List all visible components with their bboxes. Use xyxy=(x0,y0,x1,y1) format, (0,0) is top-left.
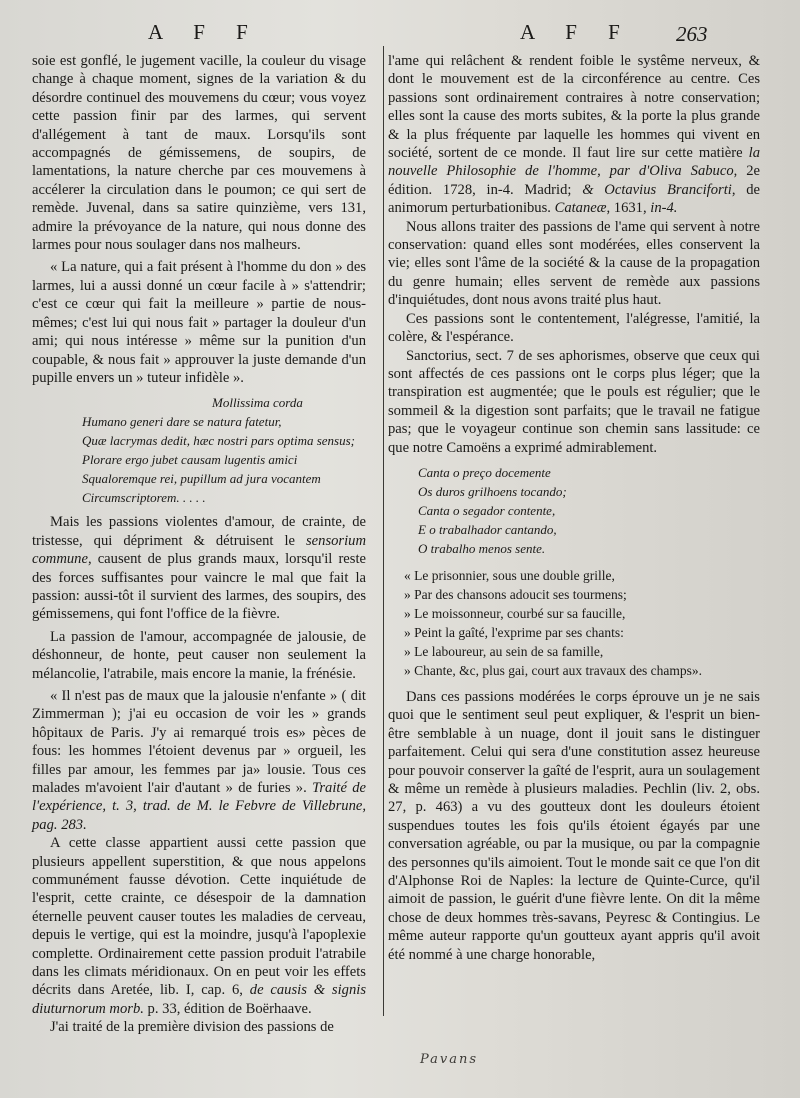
verse-line: Humano generi dare se natura fatetur, xyxy=(82,414,282,430)
paragraph xyxy=(388,52,760,218)
verse-line: Plorare ergo jubet causam lugentis amici xyxy=(82,452,298,468)
italic-text: la nouvelle Philosophie de l'homme, par d'Oliva Sabuco xyxy=(388,145,760,180)
portuguese-verse xyxy=(388,463,760,558)
verse-line: » Le moissonneur, courbé sur sa faucille, xyxy=(404,605,626,621)
paragraph: Nous allons traiter des passions de l'ame qui servent à notre conservation: quand elles sont modérées, elles conservent la vie; elles sont l'âme de la société & la cause de la propagation du genre humain; elles servent de remède aux passions d'inquiétudes, dont nous avons traité plus haut. xyxy=(388,218,760,309)
left-column xyxy=(32,52,366,1037)
right-column xyxy=(388,52,760,964)
paragraph: soie est gonflé, le jugement vacille, la couleur du visage change à chaque moment, signes de la variation & du désordre continuel des mouvemens du cœur; vous voyez cette passion finir par des larmes, qui servent d'allégement à tant de maux. Lorsqu'ils sont accompagnés de gémissemens, de soupirs, de lamentations, la nature cherche par ces mouvemens à accélerer la circulation dans le poumon; ce qui sert de remède. Juvenal, dans sa satire quinzième, vers 131, admire la prévoyance de la nature, qui nous donne des larmes pour nous soulager dans nos malheurs. xyxy=(32,53,366,254)
text-run: , causent de plus grands maux, lorsqu'il reste des forces suffisantes pour vaincre le mal que fait la passion: aussi-tôt il survient des larmes, des soupirs, des gémissemens, qui font l'office de la fièvre. xyxy=(32,551,366,623)
text-run: A cette classe appartient aussi cette passion que plusieurs appellent superstition, & que nous appelons communément fausse dévotion. Cette inquiétude de l'esprit, cette crainte, ce désespoir de la damnation éternelle peuvent causer toutes les maladies de cerveau, depuis le vertige, qui est la moindre, jusqu'à l'apoplexie complette. Ordinairement cette passion produit l'atrabile dans les climats méridionaux. On en peut voir les effets décrits dans Aretée, lib. I, cap. 6, xyxy=(32,835,366,999)
verse-line: » Peint la gaîté, l'exprime par ses chants: xyxy=(404,624,624,640)
french-verse xyxy=(388,566,760,680)
italic-text: Cataneæ xyxy=(554,200,607,217)
verse-line: Os duros grilhoens tocando; xyxy=(418,483,567,499)
verse-line: » Par des chansons adoucit ses tourmens; xyxy=(404,586,627,602)
verse-line: Canta o preço docemente xyxy=(418,464,551,480)
paragraph: Ces passions sont le contentement, l'alégresse, l'amitié, la colère, & l'espérance. xyxy=(388,310,760,346)
handwritten-signature: Pavans xyxy=(420,1052,479,1067)
verse-line: O trabalho menos sente. xyxy=(418,540,546,556)
text-run: « Il n'est pas de maux que la jalousie n'enfante » ( dit Zimmerman ); j'ai eu occasion de voir les » grands hôpitaux de Paris. J'y ai remarqué trois es» pèces de fous: les hommes l'étoient devenus par » orgueil, les filles par amour, les femmes par ja» lousie. Tous ces malades m'avoient l'air d'autant » de furies ». xyxy=(32,687,366,796)
italic-text: in-4. xyxy=(650,200,678,217)
verse-line: Circumscriptorem. . . . . xyxy=(82,490,206,506)
verse-line: Squaloremque rei, pupillum ad jura vocantem xyxy=(82,471,321,487)
column-divider xyxy=(383,46,384,1016)
text-run: , 2e édition. 1728, in-4. Madrid; xyxy=(388,163,760,198)
italic-text: sensorium commune xyxy=(32,532,366,568)
paragraph: La passion de l'amour, accompagnée de jalousie, de déshonneur, de honte, peut causer non seulement la mélancolie, l'atrabile, mais encore la manie, la frénésie. xyxy=(32,628,366,682)
paragraph: J'ai traité de la première division des passions de xyxy=(50,1019,334,1036)
italic-text: de causis & signis diuturnorum morb. xyxy=(32,982,366,1017)
running-head-left: A F F xyxy=(148,20,261,44)
paragraph xyxy=(32,513,366,623)
paragraph: Sanctorius, sect. 7 de ses aphorismes, observe que ceux qui sont affectés de ces passions ont le corps plus léger; que la transpiration est augmentée; que le pouls est régulier; que le sommeil & la digestion sont parfaits; que le travail ne fatigue pas; que le voyageur continue son chemin sans lassitude: ce que notre Camoëns a exprimé admirablement. xyxy=(388,347,760,456)
verse-line: » Chante, &c, plus gai, court aux travaux des champs». xyxy=(404,662,703,678)
verse-line: Canta o segador contente, xyxy=(418,502,556,518)
italic-text: & Octavius Branciforti xyxy=(582,181,732,198)
text-run: p. 33, édition de Boërhaave. xyxy=(143,1000,312,1017)
citation: Traité de l'expérience, t. 3, trad. de M. le Febvre de Villebrune, pag. 283. xyxy=(32,780,367,833)
verse-line: « Le prisonnier, sous une double grille, xyxy=(404,567,615,583)
paragraph xyxy=(32,834,366,1018)
verse-line: » Le laboureur, au sein de sa famille, xyxy=(404,643,604,659)
latin-verse xyxy=(32,393,366,507)
text-run: l'ame qui relâchent & rendent foible le systême nerveux, & dont le mouvement est de la circonférence au centre. Ces passions sont ordinairement contraires à notre conservation; elles sont la cause des morts subites, & la porte la plus grande & la plus fréquente par laquelle les hommes qui vivent en société, sortent de ce monde. Il faut lire sur cette matière xyxy=(388,53,760,162)
text-run: , de animorum perturbationibus. xyxy=(388,181,760,217)
text-run: , 1631, xyxy=(606,200,651,217)
quote-paragraph xyxy=(32,687,366,834)
verse-line: E o trabalhador cantando, xyxy=(418,521,557,537)
page-number: 263 xyxy=(676,22,708,46)
running-head-right: A F F xyxy=(520,20,633,44)
paragraph: Dans ces passions modérées le corps éprouve un je ne sais quoi que le sentiment seul peut expliquer, & l'esprit un bien-être semblable à un nuage, dont il jouit sans le distinguer parfaitement. Celui qui sera d'une constitution assez heureuse pour pouvoir conserver la gaîté de l'esprit, aura un soulagement & même un remède à plusieurs maladies. Pechlin (liv. 2, obs. 27, p. 463) a vu des goutteux dont les douleurs étoient suspendues toutes les fois qu'ils étoient égayés par une conversation agréable, ou par la musique, ou par la compagnie des personnes qu'ils aimoient. Tout le monde sait ce que l'on dit d'Alphonse Roi de Naples: la lecture de Quinte-Curce, qu'il aimoit de passion, le guérit d'une fièvre lente. On dit la même chose de deux hommes très-savans, Peyresc & Contingius. Le même auteur rapporte qu'un goutteux ayant appris qu'il avoit été nommé à une charge honorable, xyxy=(388,688,760,963)
verse-line: Mollissima corda xyxy=(212,395,303,411)
text-run: Mais les passions violentes d'amour, de crainte, de tristesse, qui dépriment & détruisent le xyxy=(32,514,366,549)
quote-paragraph: « La nature, qui a fait présent à l'homme du don » des larmes, lui a aussi donné un cœur facile à » s'attendrir; c'est ce cœur qui fait la meilleure » partie de nous-mêmes; c'est lui qui nous fait » partager la douleur d'un ami; qui nous intéresse » même sur la punition d'un coupable, & nous fait » approuver la juste demande d'un pupille envers un » tuteur infidèle ». xyxy=(32,259,366,386)
verse-line: Quæ lacrymas dedit, hæc nostri pars optima sensus; xyxy=(82,433,355,449)
